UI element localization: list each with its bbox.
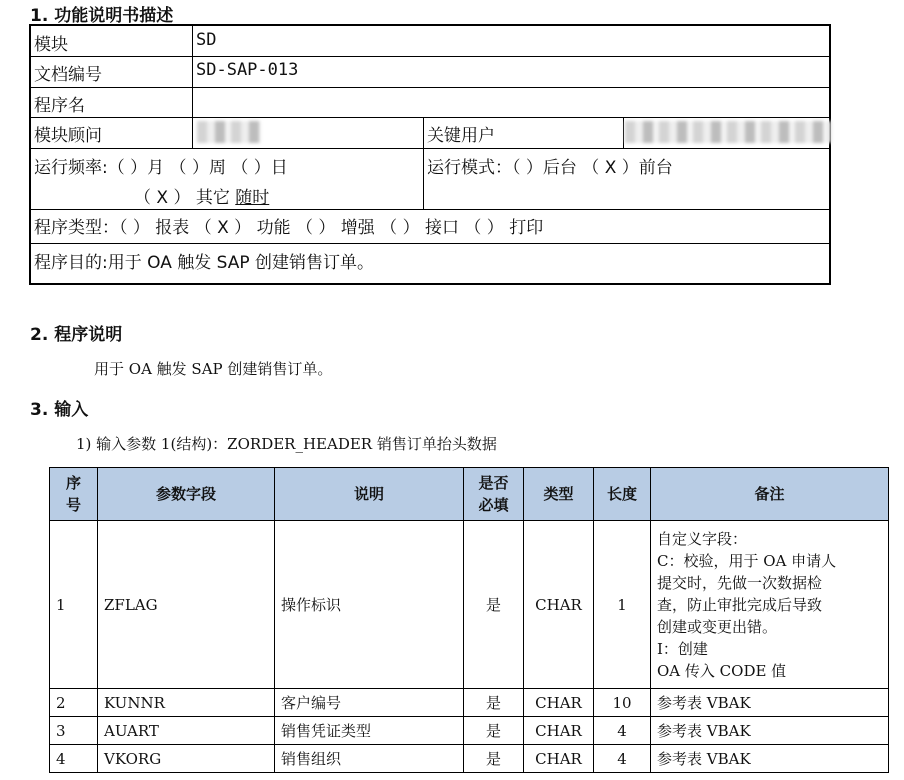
remark-line: OA 传入 CODE 值 (657, 661, 787, 680)
cell-seq: 2 (50, 689, 98, 717)
section-2-body: 用于 OA 触发 SAP 创建销售订单。 (94, 360, 333, 378)
function-spec-info-box (29, 24, 831, 285)
divider (423, 117, 424, 209)
divider (623, 117, 624, 148)
module-label: 模块 (34, 35, 68, 55)
section-3-title: 3. 输入 (30, 400, 89, 420)
table-row (50, 717, 889, 745)
col-header-required-line1: 是否 (478, 474, 509, 492)
cell-remark: 参考表 VBAK (651, 745, 889, 773)
run-frequency-other: （ X ） 其它 (134, 188, 236, 208)
cell-remark: 参考表 VBAK (651, 717, 889, 745)
cell-remark (651, 521, 889, 689)
consultant-label: 模块顾问 (34, 126, 102, 146)
cell-required: 是 (464, 521, 524, 689)
cell-field: KUNNR (98, 689, 275, 717)
cell-type: CHAR (524, 689, 594, 717)
col-header-seq-line1: 序 (65, 474, 81, 492)
docno-label: 文档编号 (34, 65, 102, 85)
cell-length: 4 (594, 717, 651, 745)
col-header-type: 类型 (524, 468, 594, 521)
module-value: SD (196, 30, 217, 50)
divider (31, 243, 831, 244)
cell-field: AUART (98, 717, 275, 745)
table-row (50, 745, 889, 773)
docno-value: SD-SAP-013 (196, 60, 299, 80)
col-header-seq (50, 468, 98, 521)
remark-line: 查，防止审批完成后导致 (657, 595, 823, 614)
cell-desc: 客户编号 (275, 689, 464, 717)
divider (31, 87, 831, 88)
divider (192, 26, 193, 148)
redacted-consultant (197, 121, 261, 143)
cell-length: 10 (594, 689, 651, 717)
table-header-row (50, 468, 889, 521)
cell-desc: 操作标识 (275, 521, 464, 689)
divider (31, 209, 831, 210)
table-row (50, 689, 889, 717)
cell-seq: 3 (50, 717, 98, 745)
remark-line: I：创建 (657, 639, 708, 658)
section-1-title: 1. 功能说明书描述 (30, 6, 174, 26)
col-header-required-line2: 必填 (478, 496, 509, 514)
program-purpose-line: 程序目的:用于 OA 触发 SAP 创建销售订单。 (34, 253, 375, 273)
cell-length: 4 (594, 745, 651, 773)
table-row (50, 521, 889, 689)
cell-field: VKORG (98, 745, 275, 773)
program-type-line: 程序类型：（ ） 报表 （ X ） 功能 （ ） 增强 （ ） 接口 （ ） 打印 (34, 218, 544, 238)
run-frequency-other-value: 随时 (235, 188, 270, 208)
remark-line: 提交时，先做一次数据检 (657, 573, 823, 592)
section-2-title: 2. 程序说明 (30, 325, 123, 345)
col-header-desc: 说明 (275, 468, 464, 521)
program-name-label: 程序名 (34, 96, 85, 116)
cell-required: 是 (464, 689, 524, 717)
col-header-seq-line2: 号 (65, 496, 81, 514)
remark-line: 创建或变更出错。 (657, 617, 778, 636)
remark-line: 自定义字段： (657, 529, 748, 548)
remark-line: C：校验，用于 OA 申请人 (657, 551, 837, 570)
col-header-required (464, 468, 524, 521)
cell-type: CHAR (524, 745, 594, 773)
cell-required: 是 (464, 717, 524, 745)
run-mode-line: 运行模式：（ ）后台 （ X ）前台 (427, 158, 673, 178)
cell-type: CHAR (524, 521, 594, 689)
cell-seq: 1 (50, 521, 98, 689)
cell-type: CHAR (524, 717, 594, 745)
cell-field: ZFLAG (98, 521, 275, 689)
col-header-remark: 备注 (651, 468, 889, 521)
input-param-1-heading: 1) 输入参数 1(结构)：ZORDER_HEADER 销售订单抬头数据 (76, 435, 497, 453)
redacted-key-user (625, 121, 831, 143)
run-frequency-line2 (134, 183, 269, 208)
key-user-label: 关键用户 (427, 126, 495, 146)
cell-required: 是 (464, 745, 524, 773)
divider (31, 117, 831, 118)
cell-remark: 参考表 VBAK (651, 689, 889, 717)
cell-seq: 4 (50, 745, 98, 773)
input-params-table (49, 467, 889, 773)
run-frequency-line1: 运行频率:（ ）月 （ ）周 （ ）日 (34, 158, 288, 178)
col-header-field: 参数字段 (98, 468, 275, 521)
divider (31, 148, 831, 149)
divider (31, 56, 831, 57)
col-header-length: 长度 (594, 468, 651, 521)
cell-desc: 销售组织 (275, 745, 464, 773)
cell-length: 1 (594, 521, 651, 689)
cell-desc: 销售凭证类型 (275, 717, 464, 745)
